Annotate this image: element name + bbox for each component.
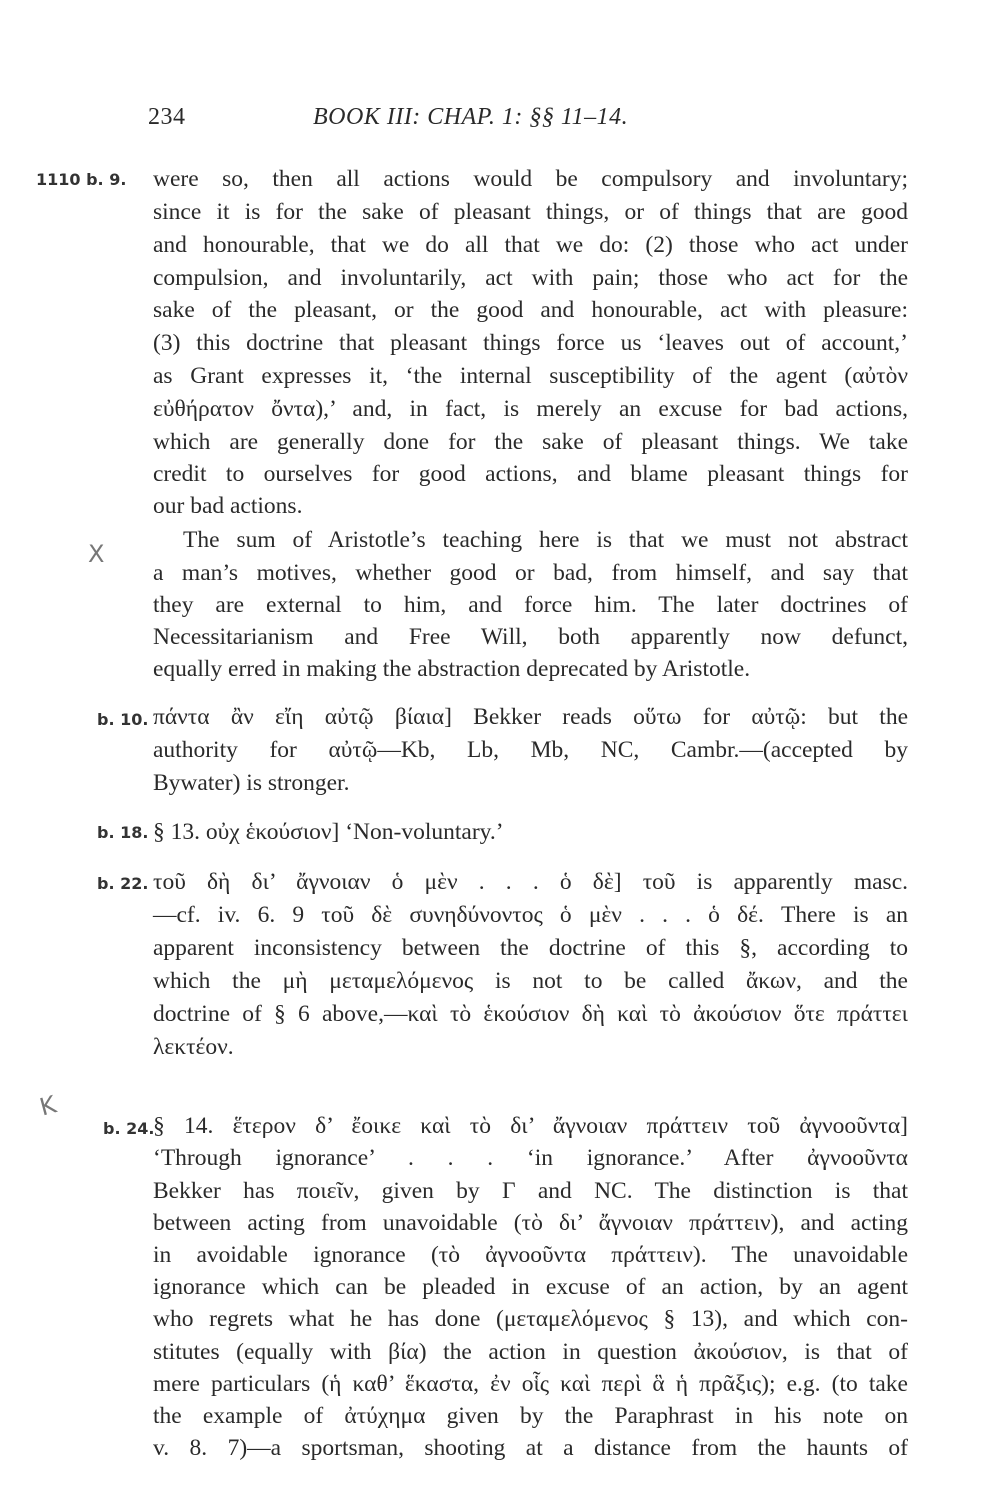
- text-line: Necessitarianism and Free Will, both apparently now defunct,: [153, 624, 908, 650]
- text-line: εὐθήρατον ὄντα),’ and, in fact, is merely an excuse for bad actions,: [153, 396, 908, 422]
- running-title: BOOK III: CHAP. 1: §§ 11–14.: [313, 104, 629, 130]
- text-line: between acting from unavoidable (τὸ δι’ ἄγνοιαν πράττειν), and acting: [153, 1210, 908, 1236]
- text-line: ignorance which can be pleaded in excuse of an action, by an agent: [153, 1274, 908, 1300]
- text-line: πάντα ἂν εἴη αὐτῷ βίαια] Bekker reads οὕτω for αὐτῷ: but the: [153, 704, 908, 730]
- margin-annotation-x: X: [88, 540, 105, 568]
- text-line: apparent inconsistency between the doctrine of this §, according to: [153, 935, 908, 961]
- text-line: the example of ἀτύχημα given by the Paraphrast in his note on: [153, 1403, 908, 1429]
- text-line: equally erred in making the abstraction deprecated by Aristotle.: [153, 656, 751, 682]
- text-line: (3) this doctrine that pleasant things force us ‘leaves out of account,’: [153, 330, 908, 356]
- text-line: § 14. ἕτερον δ’ ἔοικε καὶ τὸ δι’ ἄγνοιαν πράττειν τοῦ ἀγνοοῦντα]: [153, 1113, 908, 1139]
- page-number: 234: [148, 104, 186, 130]
- text-line: sake of the pleasant, or the good and honourable, act with pleasure:: [153, 297, 908, 323]
- text-line: since it is for the sake of pleasant things, or of things that are good: [153, 199, 908, 225]
- text-line: were so, then all actions would be compulsory and involuntary;: [153, 166, 908, 192]
- text-line: doctrine of § 6 above,—καὶ τὸ ἑκούσιον δὴ καὶ τὸ ἀκούσιον ὅτε πράττει: [153, 1001, 908, 1027]
- text-line: which the μὴ μεταμελόμενος is not to be called ἄκων, and the: [153, 968, 908, 994]
- text-line: —cf. iv. 6. 9 τοῦ δὲ συνηδύνοντος ὁ μὲν . . . ὁ δέ. There is an: [153, 902, 908, 928]
- margin-annotation-k: K: [36, 1090, 60, 1122]
- text-line: credit to ourselves for good actions, and blame pleasant things for: [153, 461, 908, 487]
- text-line: τοῦ δὴ δι’ ἄγνοιαν ὁ μὲν . . . ὁ δὲ] τοῦ is apparently masc.: [153, 869, 908, 895]
- marginal-reference: b. 18.: [97, 823, 149, 842]
- text-line: and honourable, that we do all that we do: (2) those who act under: [153, 232, 908, 258]
- text-line: v. 8. 7)—a sportsman, shooting at a distance from the haunts of: [153, 1435, 908, 1461]
- text-line: Bekker has ποιεῖν, given by Γ and NC. The distinction is that: [153, 1178, 908, 1204]
- text-line: ‘Through ignorance’ . . . ‘in ignorance.’ After ἀγνοοῦντα: [153, 1145, 908, 1171]
- marginal-reference: b. 10.: [97, 710, 149, 729]
- text-line: stitutes (equally with βία) the action in question ἀκούσιον, is that of: [153, 1339, 908, 1365]
- text-line: compulsion, and involuntarily, act with pain; those who act for the: [153, 265, 908, 291]
- marginal-reference: 1110 b. 9.: [36, 170, 127, 189]
- marginal-reference: b. 22.: [97, 874, 149, 893]
- text-line: our bad actions.: [153, 493, 303, 519]
- text-line: § 13. οὐχ ἑκούσιον] ‘Non-voluntary.’: [153, 819, 504, 845]
- text-line: in avoidable ignorance (τὸ ἀγνοοῦντα πράττειν). The unavoidable: [153, 1242, 908, 1268]
- text-line: authority for αὐτῷ—Kb, Lb, Mb, NC, Cambr.—(accepted by: [153, 737, 908, 763]
- text-line: mere particulars (ἡ καθ’ ἕκαστα, ἐν οἷς καὶ περὶ ἃ ἡ πρᾶξις); e.g. (to take: [153, 1371, 908, 1397]
- marginal-reference: b. 24.: [103, 1119, 155, 1138]
- text-line: which are generally done for the sake of pleasant things. We take: [153, 429, 908, 455]
- text-line: λεκτέον.: [153, 1034, 234, 1060]
- text-line: who regrets what he has done (μεταμελόμενος § 13), and which con-: [153, 1306, 908, 1332]
- text-line: The sum of Aristotle’s teaching here is that we must not abstract: [183, 527, 908, 553]
- text-line: Bywater) is stronger.: [153, 770, 350, 796]
- text-line: a man’s motives, whether good or bad, from himself, and say that: [153, 560, 908, 586]
- text-line: they are external to him, and force him. The later doctrines of: [153, 592, 908, 618]
- text-line: as Grant expresses it, ‘the internal susceptibility of the agent (αὐτὸν: [153, 363, 908, 389]
